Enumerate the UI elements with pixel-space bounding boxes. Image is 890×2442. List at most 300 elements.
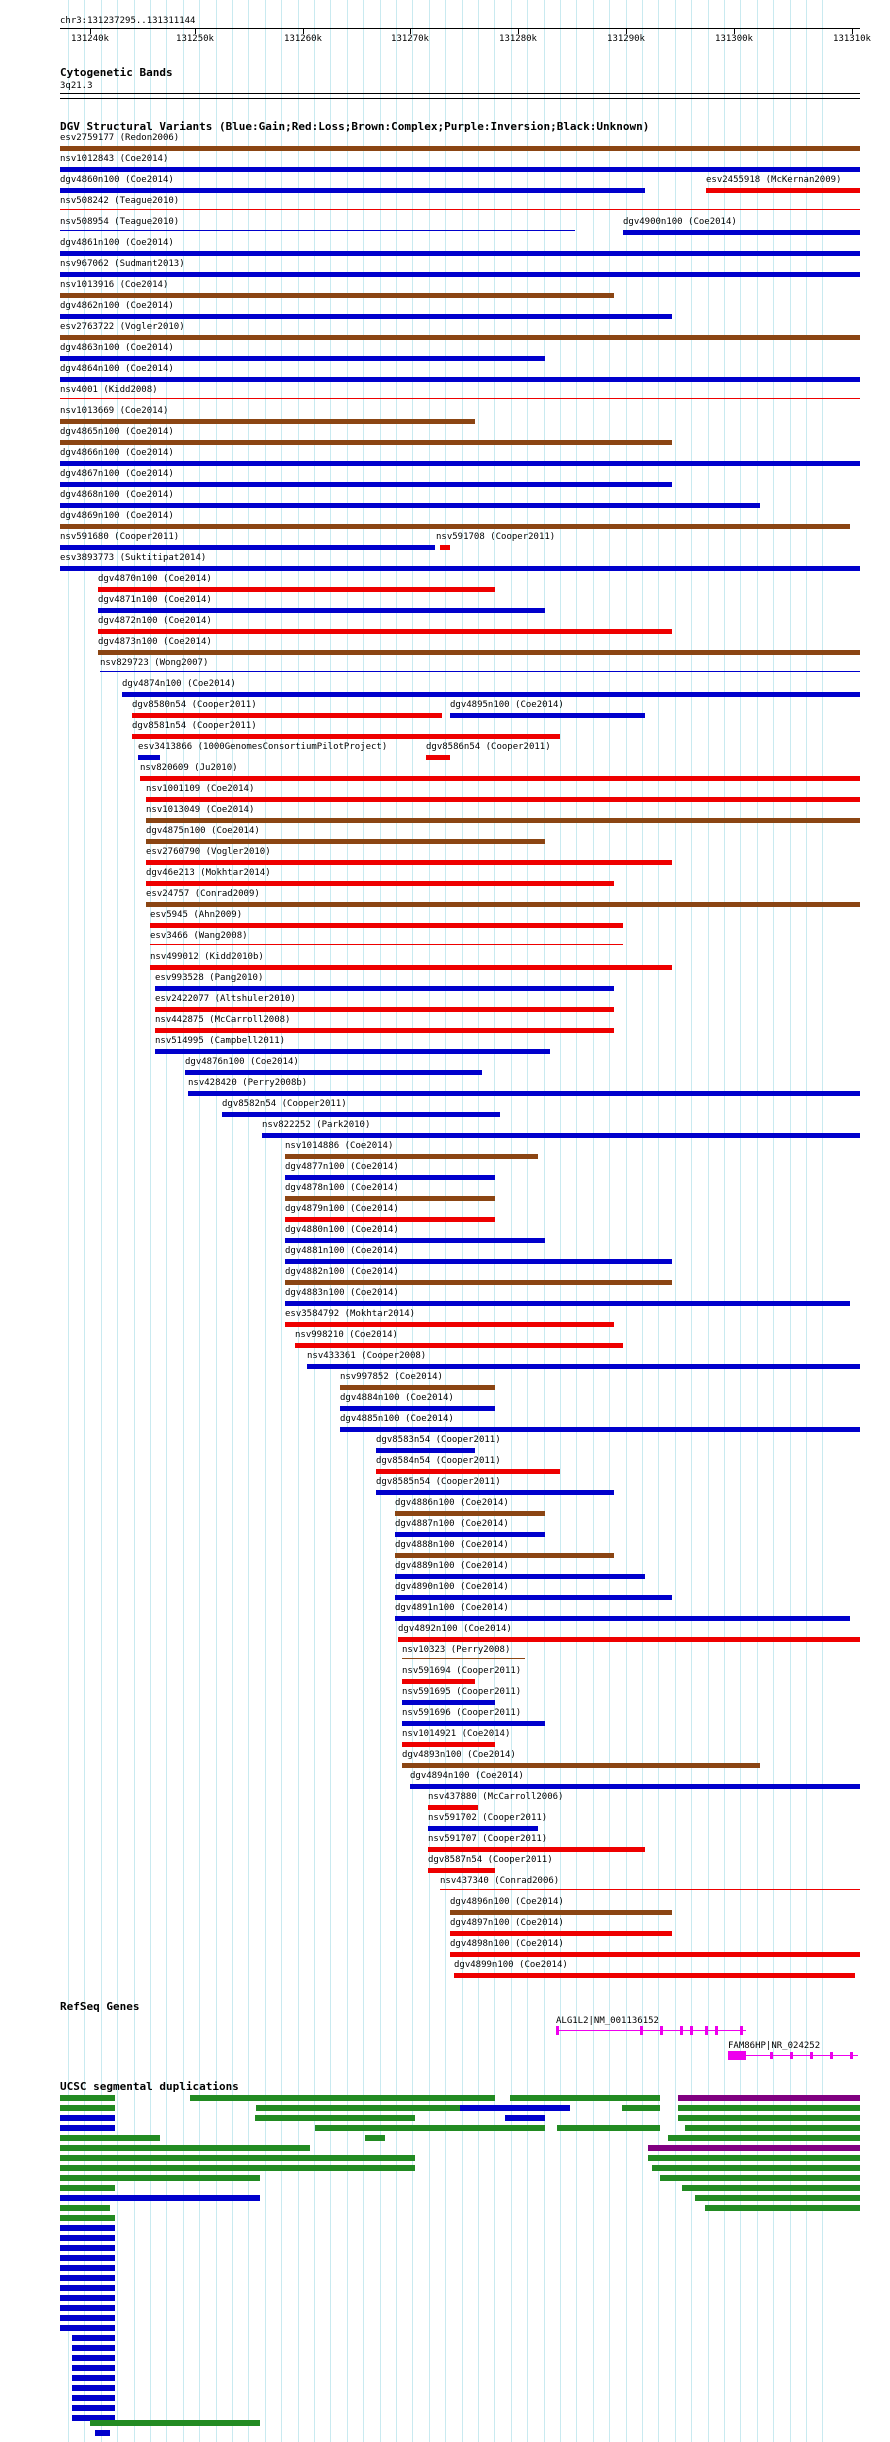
sv-bar-nsv591694[interactable]	[402, 1679, 475, 1684]
segdup-bar-green[interactable]	[695, 2195, 860, 2201]
sv-bar-nsv508954[interactable]	[60, 230, 575, 231]
sv-bar-esv24757[interactable]	[146, 902, 860, 907]
sv-label-dgv4860n100[interactable]: dgv4860n100 (Coe2014)	[60, 175, 174, 185]
sv-bar-esv5945[interactable]	[150, 923, 623, 928]
grid-line	[790, 0, 791, 2442]
sv-bar-dgv4898n100[interactable]	[450, 1952, 860, 1957]
sv-label-dgv4871n100[interactable]: dgv4871n100 (Coe2014)	[98, 595, 212, 605]
sv-bar-dgv4863n100[interactable]	[60, 356, 545, 361]
sv-label-nsv591694[interactable]: nsv591694 (Cooper2011)	[402, 1666, 522, 1676]
sv-label-dgv4895n100[interactable]: dgv4895n100 (Coe2014)	[450, 700, 564, 710]
ruler-tick-label: 131280k	[499, 34, 537, 44]
sv-label-nsv591702[interactable]: nsv591702 (Cooper2011)	[428, 1813, 548, 1823]
sv-bar-nsv508242[interactable]	[60, 209, 860, 210]
sv-label-esv3466[interactable]: esv3466 (Wang2008)	[150, 931, 248, 941]
sv-label-nsv967062[interactable]: nsv967062 (Sudmant2013)	[60, 259, 185, 269]
refseq-exon-alg1l2[interactable]	[680, 2026, 683, 2035]
segdup-bar-green[interactable]	[190, 2095, 495, 2101]
sv-bar-dgv4880n100[interactable]	[285, 1238, 545, 1243]
sv-bar-dgv4867n100[interactable]	[60, 482, 672, 487]
sv-bar-dgv4889n100[interactable]	[395, 1574, 645, 1579]
sv-bar-dgv8583n54[interactable]	[376, 1448, 475, 1453]
ruler-tick-label: 131240k	[71, 34, 109, 44]
grid-line	[544, 0, 545, 2442]
sv-bar-nsv997852[interactable]	[340, 1385, 495, 1390]
segdup-bar-blue[interactable]	[60, 2265, 115, 2271]
sv-bar-nsv1014921[interactable]	[402, 1742, 495, 1747]
ruler-line	[60, 28, 860, 29]
grid-line	[740, 0, 741, 2442]
grid-line	[691, 0, 692, 2442]
segdup-bar-blue[interactable]	[72, 2405, 115, 2411]
sv-label-dgv46e213[interactable]: dgv46e213 (Mokhtar2014)	[146, 868, 271, 878]
refseq-exon-fam86hp[interactable]	[790, 2052, 793, 2059]
sv-label-dgv4897n100[interactable]: dgv4897n100 (Coe2014)	[450, 1918, 564, 1928]
segdup-bar-blue[interactable]	[60, 2235, 115, 2241]
sv-label-nsv433361[interactable]: nsv433361 (Cooper2008)	[307, 1351, 427, 1361]
segdup-bar-blue[interactable]	[60, 2245, 115, 2251]
sv-bar-esv2455918[interactable]	[706, 188, 860, 193]
ruler-tick-label: 131300k	[715, 34, 753, 44]
cytoband-label: 3q21.3	[60, 81, 93, 91]
segdup-bar-purple[interactable]	[648, 2145, 860, 2151]
sv-label-esv2763722[interactable]: esv2763722 (Vogler2010)	[60, 322, 185, 332]
sv-bar-dgv4892n100[interactable]	[398, 1637, 860, 1642]
sv-bar-dgv4893n100[interactable]	[402, 1763, 760, 1768]
ruler-tick-label: 131270k	[391, 34, 429, 44]
sv-label-dgv4864n100[interactable]: dgv4864n100 (Coe2014)	[60, 364, 174, 374]
ruler-tick-label: 131260k	[284, 34, 322, 44]
sv-bar-nsv437340[interactable]	[440, 1889, 860, 1890]
sv-bar-esv2759177[interactable]	[60, 146, 860, 151]
sv-bar-dgv8581n54[interactable]	[132, 734, 560, 739]
sv-label-nsv591695[interactable]: nsv591695 (Cooper2011)	[402, 1687, 522, 1697]
sv-bar-esv3584792[interactable]	[285, 1322, 614, 1327]
segdup-bar-blue[interactable]	[60, 2255, 115, 2261]
segdup-bar-green[interactable]	[60, 2165, 415, 2171]
sv-bar-dgv4875n100[interactable]	[146, 839, 545, 844]
segdup-bar-green[interactable]	[60, 2145, 310, 2151]
sv-label-nsv591696[interactable]: nsv591696 (Cooper2011)	[402, 1708, 522, 1718]
sv-label-dgv8581n54[interactable]: dgv8581n54 (Cooper2011)	[132, 721, 257, 731]
sv-bar-nsv822252[interactable]	[262, 1133, 860, 1138]
segdup-bar-blue[interactable]	[72, 2385, 115, 2391]
sv-label-dgv4882n100[interactable]: dgv4882n100 (Coe2014)	[285, 1267, 399, 1277]
sv-bar-nsv10323[interactable]	[402, 1658, 525, 1659]
sv-label-nsv1014886[interactable]: nsv1014886 (Coe2014)	[285, 1141, 394, 1151]
ruler-tick-label: 131250k	[176, 34, 214, 44]
segdup-bar-green[interactable]	[60, 2155, 415, 2161]
sv-label-nsv822252[interactable]: nsv822252 (Park2010)	[262, 1120, 371, 1130]
sv-bar-esv3413866[interactable]	[138, 755, 160, 760]
sv-bar-esv3893773[interactable]	[60, 566, 860, 571]
segdup-bar-blue[interactable]	[72, 2365, 115, 2371]
sv-label-dgv4900n100[interactable]: dgv4900n100 (Coe2014)	[623, 217, 737, 227]
sv-label-dgv4875n100[interactable]: dgv4875n100 (Coe2014)	[146, 826, 260, 836]
sv-label-dgv4891n100[interactable]: dgv4891n100 (Coe2014)	[395, 1603, 509, 1613]
sv-bar-dgv4899n100[interactable]	[454, 1973, 855, 1978]
sv-label-dgv4863n100[interactable]: dgv4863n100 (Coe2014)	[60, 343, 174, 353]
sv-label-dgv4883n100[interactable]: dgv4883n100 (Coe2014)	[285, 1288, 399, 1298]
sv-bar-nsv1014886[interactable]	[285, 1154, 538, 1159]
sv-label-dgv4893n100[interactable]: dgv4893n100 (Coe2014)	[402, 1750, 516, 1760]
segdup-bar-green[interactable]	[315, 2125, 545, 2131]
segdup-bar-green[interactable]	[668, 2135, 860, 2141]
segdup-bar-blue[interactable]	[72, 2345, 115, 2351]
refseq-exon-alg1l2[interactable]	[715, 2026, 718, 2035]
sv-bar-dgv4883n100[interactable]	[285, 1301, 850, 1306]
sv-label-dgv4861n100[interactable]: dgv4861n100 (Coe2014)	[60, 238, 174, 248]
sv-label-dgv4889n100[interactable]: dgv4889n100 (Coe2014)	[395, 1561, 509, 1571]
sv-label-dgv4874n100[interactable]: dgv4874n100 (Coe2014)	[122, 679, 236, 689]
grid-line	[216, 0, 217, 2442]
segdup-bar-blue[interactable]	[60, 2275, 115, 2281]
sv-label-dgv8586n54[interactable]: dgv8586n54 (Cooper2011)	[426, 742, 551, 752]
sv-label-dgv4881n100[interactable]: dgv4881n100 (Coe2014)	[285, 1246, 399, 1256]
sv-label-nsv1001109[interactable]: nsv1001109 (Coe2014)	[146, 784, 255, 794]
sv-bar-dgv4876n100[interactable]	[185, 1070, 482, 1075]
cytoband-track-title[interactable]: Cytogenetic Bands	[60, 66, 173, 79]
sv-label-dgv4879n100[interactable]: dgv4879n100 (Coe2014)	[285, 1204, 399, 1214]
sv-bar-dgv4877n100[interactable]	[285, 1175, 495, 1180]
refseq-exon-fam86hp[interactable]	[770, 2052, 773, 2059]
segdup-bar-blue[interactable]	[460, 2105, 570, 2111]
sv-label-nsv4001[interactable]: nsv4001 (Kidd2008)	[60, 385, 158, 395]
sv-bar-dgv4884n100[interactable]	[340, 1406, 495, 1411]
segdup-bar-green[interactable]	[660, 2175, 860, 2181]
sv-bar-nsv433361[interactable]	[307, 1364, 860, 1369]
grid-line	[757, 0, 758, 2442]
refseq-exon-alg1l2[interactable]	[640, 2026, 643, 2035]
grid-line	[232, 0, 233, 2442]
sv-bar-dgv4873n100[interactable]	[98, 650, 860, 655]
sv-bar-nsv1013049[interactable]	[146, 818, 860, 823]
sv-label-nsv591680[interactable]: nsv591680 (Cooper2011)	[60, 532, 180, 542]
sv-label-nsv820609[interactable]: nsv820609 (Ju2010)	[140, 763, 238, 773]
sv-label-dgv4877n100[interactable]: dgv4877n100 (Coe2014)	[285, 1162, 399, 1172]
sv-bar-dgv4887n100[interactable]	[395, 1532, 545, 1537]
grid-line	[265, 0, 266, 2442]
sv-bar-nsv4001[interactable]	[60, 398, 860, 399]
sv-bar-nsv591696[interactable]	[402, 1721, 545, 1726]
refseq-exon-alg1l2[interactable]	[705, 2026, 708, 2035]
sv-label-dgv4865n100[interactable]: dgv4865n100 (Coe2014)	[60, 427, 174, 437]
sv-label-dgv8583n54[interactable]: dgv8583n54 (Cooper2011)	[376, 1435, 501, 1445]
segdup-bar-blue[interactable]	[72, 2395, 115, 2401]
sv-label-esv5945[interactable]: esv5945 (Ahn2009)	[150, 910, 243, 920]
sv-bar-dgv4895n100[interactable]	[450, 713, 645, 718]
sv-label-nsv437340[interactable]: nsv437340 (Conrad2006)	[440, 1876, 560, 1886]
sv-label-dgv4880n100[interactable]: dgv4880n100 (Coe2014)	[285, 1225, 399, 1235]
segdup-bar-blue[interactable]	[72, 2355, 115, 2361]
refseq-exon-alg1l2[interactable]	[740, 2026, 743, 2035]
segdup-bar-green[interactable]	[90, 2420, 260, 2426]
sv-bar-nsv1012843[interactable]	[60, 167, 860, 172]
sv-label-dgv4899n100[interactable]: dgv4899n100 (Coe2014)	[454, 1960, 568, 1970]
sv-bar-esv993528[interactable]	[155, 986, 614, 991]
refseq-gene-label-fam86hp[interactable]: FAM86HP|NR_024252	[728, 2041, 821, 2051]
segdup-bar-green[interactable]	[557, 2125, 660, 2131]
sv-bar-dgv4864n100[interactable]	[60, 377, 860, 382]
refseq-exon-alg1l2[interactable]	[556, 2026, 559, 2035]
segdup-bar-green[interactable]	[622, 2105, 660, 2111]
segdup-bar-blue[interactable]	[60, 2195, 260, 2201]
grid-line	[199, 0, 200, 2442]
grid-line	[708, 0, 709, 2442]
sv-bar-nsv499012[interactable]	[150, 965, 672, 970]
sv-bar-dgv4881n100[interactable]	[285, 1259, 672, 1264]
sv-label-nsv1013916[interactable]: nsv1013916 (Coe2014)	[60, 280, 169, 290]
grid-line	[658, 0, 659, 2442]
grid-line	[626, 0, 627, 2442]
segdup-bar-blue[interactable]	[72, 2375, 115, 2381]
sv-label-dgv4869n100[interactable]: dgv4869n100 (Coe2014)	[60, 511, 174, 521]
sv-bar-dgv4874n100[interactable]	[122, 692, 860, 697]
segdup-bar-green[interactable]	[682, 2185, 860, 2191]
segdup-bar-green[interactable]	[648, 2155, 860, 2161]
sv-label-dgv4878n100[interactable]: dgv4878n100 (Coe2014)	[285, 1183, 399, 1193]
refseq-exon-fam86hp[interactable]	[810, 2052, 813, 2059]
sv-bar-esv3466[interactable]	[150, 944, 623, 945]
sv-label-dgv8580n54[interactable]: dgv8580n54 (Cooper2011)	[132, 700, 257, 710]
segdup-bar-green[interactable]	[60, 2135, 160, 2141]
dgv-track-title[interactable]: DGV Structural Variants (Blue:Gain;Red:Loss;Brown:Complex;Purple:Inversion;Black:Unknown)	[60, 120, 650, 133]
sv-label-esv993528[interactable]: esv993528 (Pang2010)	[155, 973, 264, 983]
sv-label-dgv4868n100[interactable]: dgv4868n100 (Coe2014)	[60, 490, 174, 500]
grid-line	[527, 0, 528, 2442]
sv-label-dgv4890n100[interactable]: dgv4890n100 (Coe2014)	[395, 1582, 509, 1592]
sv-bar-nsv1013916[interactable]	[60, 293, 614, 298]
sv-bar-dgv4869n100[interactable]	[60, 524, 850, 529]
sv-label-esv3413866[interactable]: esv3413866 (1000GenomesConsortiumPilotProject)	[138, 742, 388, 752]
segdup-track-title[interactable]: UCSC segmental duplications	[60, 2080, 239, 2093]
sv-bar-dgv4896n100[interactable]	[450, 1910, 672, 1915]
sv-bar-dgv8582n54[interactable]	[222, 1112, 500, 1117]
sv-bar-dgv4866n100[interactable]	[60, 461, 860, 466]
sv-bar-esv2422077[interactable]	[155, 1007, 614, 1012]
segdup-bar-blue[interactable]	[60, 2125, 115, 2131]
sv-bar-dgv4879n100[interactable]	[285, 1217, 495, 1222]
segdup-bar-blue[interactable]	[60, 2285, 115, 2291]
refseq-exon-fam86hp[interactable]	[830, 2052, 833, 2059]
grid-line	[609, 0, 610, 2442]
segdup-bar-green[interactable]	[652, 2165, 860, 2171]
cytoband-rule-top	[60, 93, 860, 94]
sv-label-dgv4887n100[interactable]: dgv4887n100 (Coe2014)	[395, 1519, 509, 1529]
sv-label-nsv499012[interactable]: nsv499012 (Kidd2010b)	[150, 952, 264, 962]
sv-bar-dgv4870n100[interactable]	[98, 587, 495, 592]
sv-bar-dgv4868n100[interactable]	[60, 503, 760, 508]
segdup-bar-green[interactable]	[510, 2095, 660, 2101]
sv-bar-nsv1013669[interactable]	[60, 419, 475, 424]
segdup-bar-green[interactable]	[60, 2205, 110, 2211]
grid-line	[511, 0, 512, 2442]
refseq-intron-fam86hp[interactable]	[728, 2055, 858, 2056]
segdup-bar-blue[interactable]	[60, 2305, 115, 2311]
sv-label-nsv1014921[interactable]: nsv1014921 (Coe2014)	[402, 1729, 511, 1739]
sv-label-nsv1013049[interactable]: nsv1013049 (Coe2014)	[146, 805, 255, 815]
grid-line	[806, 0, 807, 2442]
sv-label-esv24757[interactable]: esv24757 (Conrad2009)	[146, 889, 260, 899]
sv-label-dgv8584n54[interactable]: dgv8584n54 (Cooper2011)	[376, 1456, 501, 1466]
sv-bar-dgv4862n100[interactable]	[60, 314, 672, 319]
grid-line	[281, 0, 282, 2442]
sv-bar-nsv1001109[interactable]	[146, 797, 860, 802]
sv-label-nsv10323[interactable]: nsv10323 (Perry2008)	[402, 1645, 511, 1655]
sv-bar-dgv4900n100[interactable]	[623, 230, 860, 235]
sv-bar-dgv4897n100[interactable]	[450, 1931, 672, 1936]
sv-bar-nsv428420[interactable]	[188, 1091, 860, 1096]
segdup-bar-green[interactable]	[365, 2135, 385, 2141]
sv-bar-nsv437880[interactable]	[428, 1805, 478, 1810]
sv-bar-dgv4891n100[interactable]	[395, 1616, 850, 1621]
sv-label-dgv4873n100[interactable]: dgv4873n100 (Coe2014)	[98, 637, 212, 647]
sv-label-nsv1012843[interactable]: nsv1012843 (Coe2014)	[60, 154, 169, 164]
sv-label-dgv4898n100[interactable]: dgv4898n100 (Coe2014)	[450, 1939, 564, 1949]
segdup-bar-green[interactable]	[60, 2175, 260, 2181]
sv-label-dgv8587n54[interactable]: dgv8587n54 (Cooper2011)	[428, 1855, 553, 1865]
sv-bar-dgv4878n100[interactable]	[285, 1196, 495, 1201]
sv-label-nsv1013669[interactable]: nsv1013669 (Coe2014)	[60, 406, 169, 416]
sv-bar-dgv4865n100[interactable]	[60, 440, 672, 445]
sv-label-dgv4888n100[interactable]: dgv4888n100 (Coe2014)	[395, 1540, 509, 1550]
grid-line	[593, 0, 594, 2442]
sv-bar-dgv4894n100[interactable]	[410, 1784, 860, 1789]
sv-label-nsv514995[interactable]: nsv514995 (Campbell2011)	[155, 1036, 286, 1046]
segdup-bar-green[interactable]	[60, 2215, 115, 2221]
sv-label-dgv4886n100[interactable]: dgv4886n100 (Coe2014)	[395, 1498, 509, 1508]
sv-label-dgv8582n54[interactable]: dgv8582n54 (Cooper2011)	[222, 1099, 347, 1109]
grid-line	[560, 0, 561, 2442]
sv-bar-dgv4882n100[interactable]	[285, 1280, 672, 1285]
sv-bar-dgv4888n100[interactable]	[395, 1553, 614, 1558]
sv-bar-nsv591702[interactable]	[428, 1826, 538, 1831]
refseq-track-title[interactable]: RefSeq Genes	[60, 2000, 140, 2013]
sv-bar-nsv829723[interactable]	[100, 671, 860, 672]
sv-bar-dgv8580n54[interactable]	[132, 713, 442, 718]
sv-label-nsv428420[interactable]: nsv428420 (Perry2008b)	[188, 1078, 308, 1088]
sv-bar-nsv442875[interactable]	[155, 1028, 614, 1033]
segdup-bar-blue[interactable]	[60, 2225, 115, 2231]
sv-bar-esv2763722[interactable]	[60, 335, 860, 340]
sv-label-nsv442875[interactable]: nsv442875 (McCarroll2008)	[155, 1015, 291, 1025]
sv-bar-dgv4890n100[interactable]	[395, 1595, 672, 1600]
grid-line	[724, 0, 725, 2442]
sv-bar-dgv8585n54[interactable]	[376, 1490, 614, 1495]
sv-bar-nsv967062[interactable]	[60, 272, 860, 277]
sv-bar-dgv4872n100[interactable]	[98, 629, 672, 634]
sv-label-nsv508242[interactable]: nsv508242 (Teague2010)	[60, 196, 180, 206]
sv-label-esv3893773[interactable]: esv3893773 (Suktitipat2014)	[60, 553, 207, 563]
sv-label-esv3584792[interactable]: esv3584792 (Mokhtar2014)	[285, 1309, 416, 1319]
grid-line	[576, 0, 577, 2442]
segdup-bar-blue[interactable]	[505, 2115, 545, 2121]
refseq-exon-fam86hp[interactable]	[728, 2051, 746, 2060]
grid-line	[248, 0, 249, 2442]
sv-label-esv2455918[interactable]: esv2455918 (McKernan2009)	[706, 175, 842, 185]
sv-label-esv2422077[interactable]: esv2422077 (Altshuler2010)	[155, 994, 296, 1004]
segdup-bar-blue[interactable]	[60, 2315, 115, 2321]
sv-label-dgv4867n100[interactable]: dgv4867n100 (Coe2014)	[60, 469, 174, 479]
sv-bar-dgv8587n54[interactable]	[428, 1868, 495, 1873]
sv-bar-dgv4885n100[interactable]	[340, 1427, 860, 1432]
sv-bar-dgv8586n54[interactable]	[426, 755, 450, 760]
sv-bar-nsv591707[interactable]	[428, 1847, 645, 1852]
sv-label-dgv8585n54[interactable]: dgv8585n54 (Cooper2011)	[376, 1477, 501, 1487]
grid-line	[183, 0, 184, 2442]
segdup-bar-green[interactable]	[60, 2095, 115, 2101]
sv-bar-dgv4860n100[interactable]	[60, 188, 645, 193]
sv-label-nsv998210[interactable]: nsv998210 (Coe2014)	[295, 1330, 398, 1340]
segdup-bar-green[interactable]	[678, 2105, 860, 2111]
sv-bar-dgv46e213[interactable]	[146, 881, 614, 886]
sv-label-nsv591707[interactable]: nsv591707 (Cooper2011)	[428, 1834, 548, 1844]
segdup-bar-purple[interactable]	[678, 2095, 860, 2101]
sv-label-dgv4870n100[interactable]: dgv4870n100 (Coe2014)	[98, 574, 212, 584]
sv-bar-dgv8584n54[interactable]	[376, 1469, 560, 1474]
position-label: chr3:131237295..131311144	[60, 16, 196, 26]
sv-label-nsv437880[interactable]: nsv437880 (McCarroll2006)	[428, 1792, 564, 1802]
sv-label-nsv829723[interactable]: nsv829723 (Wong2007)	[100, 658, 209, 668]
refseq-exon-alg1l2[interactable]	[690, 2026, 693, 2035]
segdup-bar-green[interactable]	[685, 2125, 860, 2131]
sv-bar-nsv591695[interactable]	[402, 1700, 495, 1705]
sv-bar-nsv514995[interactable]	[155, 1049, 550, 1054]
sv-label-dgv4862n100[interactable]: dgv4862n100 (Coe2014)	[60, 301, 174, 311]
segdup-bar-green[interactable]	[255, 2115, 415, 2121]
sv-bar-dgv4871n100[interactable]	[98, 608, 545, 613]
segdup-bar-green[interactable]	[60, 2185, 115, 2191]
sv-bar-esv2760790[interactable]	[146, 860, 672, 865]
grid-line	[773, 0, 774, 2442]
sv-label-dgv4894n100[interactable]: dgv4894n100 (Coe2014)	[410, 1771, 524, 1781]
cytoband-rule-bottom	[60, 98, 860, 99]
sv-bar-dgv4861n100[interactable]	[60, 251, 860, 256]
sv-label-nsv508954[interactable]: nsv508954 (Teague2010)	[60, 217, 180, 227]
segdup-bar-blue[interactable]	[60, 2115, 115, 2121]
refseq-exon-alg1l2[interactable]	[660, 2026, 663, 2035]
ruler-tick-label: 131310k	[833, 34, 871, 44]
segdup-bar-blue[interactable]	[60, 2325, 115, 2331]
grid-line	[675, 0, 676, 2442]
sv-label-esv2759177[interactable]: esv2759177 (Redon2006)	[60, 133, 180, 143]
segdup-bar-blue[interactable]	[60, 2295, 115, 2301]
sv-bar-nsv591708[interactable]	[440, 545, 450, 550]
sv-bar-nsv998210[interactable]	[295, 1343, 623, 1348]
sv-label-dgv4876n100[interactable]: dgv4876n100 (Coe2014)	[185, 1057, 299, 1067]
sv-label-nsv591708[interactable]: nsv591708 (Cooper2011)	[436, 532, 556, 542]
segdup-bar-green[interactable]	[60, 2105, 115, 2111]
segdup-bar-blue[interactable]	[95, 2430, 110, 2436]
sv-label-dgv4892n100[interactable]: dgv4892n100 (Coe2014)	[398, 1624, 512, 1634]
sv-label-dgv4872n100[interactable]: dgv4872n100 (Coe2014)	[98, 616, 212, 626]
sv-label-esv2760790[interactable]: esv2760790 (Vogler2010)	[146, 847, 271, 857]
sv-bar-dgv4886n100[interactable]	[395, 1511, 545, 1516]
sv-label-dgv4866n100[interactable]: dgv4866n100 (Coe2014)	[60, 448, 174, 458]
sv-label-nsv997852[interactable]: nsv997852 (Coe2014)	[340, 1372, 443, 1382]
sv-label-dgv4885n100[interactable]: dgv4885n100 (Coe2014)	[340, 1414, 454, 1424]
refseq-gene-label-alg1l2[interactable]: ALG1L2|NM_001136152	[556, 2016, 659, 2026]
sv-label-dgv4884n100[interactable]: dgv4884n100 (Coe2014)	[340, 1393, 454, 1403]
segdup-bar-green[interactable]	[678, 2115, 860, 2121]
grid-line	[642, 0, 643, 2442]
segdup-bar-blue[interactable]	[72, 2335, 115, 2341]
refseq-exon-fam86hp[interactable]	[850, 2052, 853, 2059]
sv-bar-nsv820609[interactable]	[140, 776, 860, 781]
segdup-bar-green[interactable]	[705, 2205, 860, 2211]
sv-bar-nsv591680[interactable]	[60, 545, 435, 550]
sv-label-dgv4896n100[interactable]: dgv4896n100 (Coe2014)	[450, 1897, 564, 1907]
